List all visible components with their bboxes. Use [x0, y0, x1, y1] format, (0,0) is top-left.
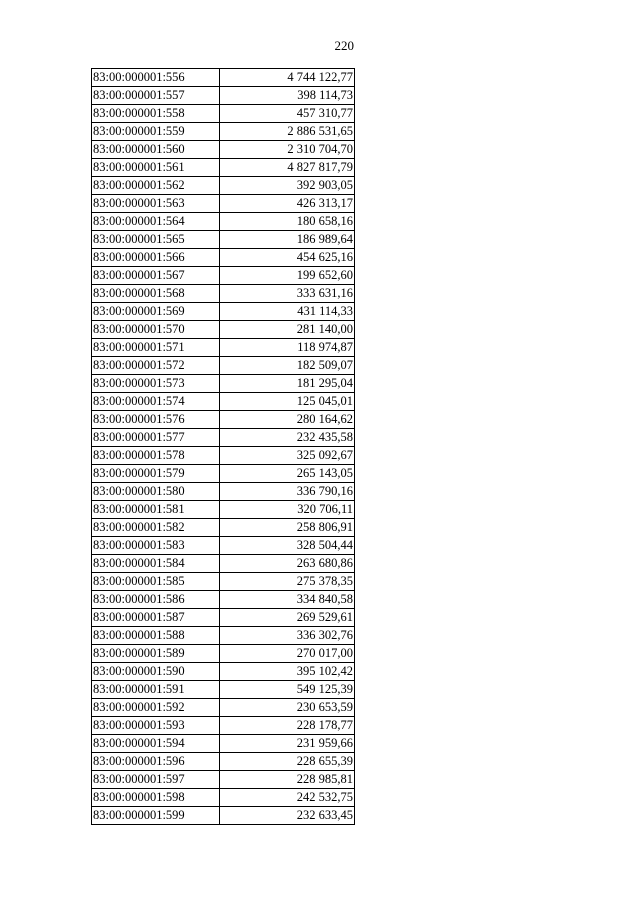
cadastral-value-cell: 2 886 531,65: [220, 123, 355, 141]
table-row: [92, 303, 355, 321]
cadastral-value-cell: 431 114,33: [220, 303, 355, 321]
table-row: [92, 393, 355, 411]
table-row: [92, 645, 355, 663]
table-row: [92, 681, 355, 699]
cadastral-value-cell: 118 974,87: [220, 339, 355, 357]
cadastral-value-cell: 325 092,67: [220, 447, 355, 465]
table-row: [92, 141, 355, 159]
cadastral-value-cell: 180 658,16: [220, 213, 355, 231]
cadastral-number-cell: 83:00:000001:564: [92, 213, 220, 231]
table-row: [92, 735, 355, 753]
cadastral-value-cell: 269 529,61: [220, 609, 355, 627]
table-row: [92, 483, 355, 501]
cadastral-number-cell: 83:00:000001:576: [92, 411, 220, 429]
table-row: [92, 357, 355, 375]
cadastral-number-cell: 83:00:000001:598: [92, 789, 220, 807]
cadastral-value-cell: 232 633,45: [220, 807, 355, 825]
cadastral-number-cell: 83:00:000001:561: [92, 159, 220, 177]
table-row: [92, 789, 355, 807]
cadastral-number-cell: 83:00:000001:586: [92, 591, 220, 609]
cadastral-number-cell: 83:00:000001:580: [92, 483, 220, 501]
table-row: [92, 105, 355, 123]
table-row: [92, 537, 355, 555]
cadastral-value-cell: 231 959,66: [220, 735, 355, 753]
table-row: [92, 339, 355, 357]
cadastral-value-cell: 275 378,35: [220, 573, 355, 591]
cadastral-number-cell: 83:00:000001:587: [92, 609, 220, 627]
cadastral-number-cell: 83:00:000001:573: [92, 375, 220, 393]
cadastral-number-cell: 83:00:000001:594: [92, 735, 220, 753]
table-row: [92, 591, 355, 609]
table-row: [92, 699, 355, 717]
cadastral-number-cell: 83:00:000001:560: [92, 141, 220, 159]
table-row: [92, 285, 355, 303]
table-row: [92, 411, 355, 429]
cadastral-value-cell: 186 989,64: [220, 231, 355, 249]
cadastral-number-cell: 83:00:000001:589: [92, 645, 220, 663]
cadastral-number-cell: 83:00:000001:584: [92, 555, 220, 573]
cadastral-value-cell: 392 903,05: [220, 177, 355, 195]
cadastral-value-cell: 125 045,01: [220, 393, 355, 411]
cadastral-value-cell: 230 653,59: [220, 699, 355, 717]
cadastral-number-cell: 83:00:000001:599: [92, 807, 220, 825]
cadastral-value-cell: 333 631,16: [220, 285, 355, 303]
cadastral-value-cell: 228 178,77: [220, 717, 355, 735]
cadastral-number-cell: 83:00:000001:569: [92, 303, 220, 321]
table-row: [92, 627, 355, 645]
cadastral-number-cell: 83:00:000001:572: [92, 357, 220, 375]
cadastral-value-cell: 328 504,44: [220, 537, 355, 555]
cadastral-value-cell: 4 744 122,77: [220, 69, 355, 87]
table-row: [92, 267, 355, 285]
cadastral-value-cell: 4 827 817,79: [220, 159, 355, 177]
cadastral-value-cell: 263 680,86: [220, 555, 355, 573]
cadastral-value-cell: 426 313,17: [220, 195, 355, 213]
table-row: [92, 249, 355, 267]
table-row: [92, 195, 355, 213]
cadastral-number-cell: 83:00:000001:568: [92, 285, 220, 303]
table-row: [92, 429, 355, 447]
cadastral-value-cell: 454 625,16: [220, 249, 355, 267]
cadastral-number-cell: 83:00:000001:557: [92, 87, 220, 105]
cadastral-value-cell: 270 017,00: [220, 645, 355, 663]
cadastral-number-cell: 83:00:000001:581: [92, 501, 220, 519]
cadastral-value-cell: 334 840,58: [220, 591, 355, 609]
cadastral-value-cell: 281 140,00: [220, 321, 355, 339]
table-row: [92, 501, 355, 519]
cadastral-value-cell: 2 310 704,70: [220, 141, 355, 159]
cadastral-number-cell: 83:00:000001:582: [92, 519, 220, 537]
cadastral-value-cell: 228 655,39: [220, 753, 355, 771]
cadastral-number-cell: 83:00:000001:562: [92, 177, 220, 195]
cadastral-number-cell: 83:00:000001:563: [92, 195, 220, 213]
table-row: [92, 69, 355, 87]
cadastral-value-cell: 395 102,42: [220, 663, 355, 681]
table-row: [92, 177, 355, 195]
cadastral-number-cell: 83:00:000001:579: [92, 465, 220, 483]
cadastral-number-cell: 83:00:000001:597: [92, 771, 220, 789]
table-row: [92, 321, 355, 339]
table-row: [92, 159, 355, 177]
cadastral-number-cell: 83:00:000001:558: [92, 105, 220, 123]
cadastral-value-cell: 199 652,60: [220, 267, 355, 285]
cadastral-number-cell: 83:00:000001:577: [92, 429, 220, 447]
cadastral-value-cell: 398 114,73: [220, 87, 355, 105]
cadastral-number-cell: 83:00:000001:592: [92, 699, 220, 717]
table-row: [92, 753, 355, 771]
cadastral-value-cell: 228 985,81: [220, 771, 355, 789]
table-row: [92, 447, 355, 465]
cadastral-number-cell: 83:00:000001:565: [92, 231, 220, 249]
cadastral-number-cell: 83:00:000001:578: [92, 447, 220, 465]
table-row: [92, 87, 355, 105]
cadastral-number-cell: 83:00:000001:585: [92, 573, 220, 591]
cadastral-number-cell: 83:00:000001:567: [92, 267, 220, 285]
cadastral-value-cell: 265 143,05: [220, 465, 355, 483]
cadastral-value-cell: 336 790,16: [220, 483, 355, 501]
cadastral-number-cell: 83:00:000001:596: [92, 753, 220, 771]
table-row: [92, 555, 355, 573]
table-row: [92, 213, 355, 231]
cadastral-number-cell: 83:00:000001:588: [92, 627, 220, 645]
table-row: [92, 663, 355, 681]
cadastral-number-cell: 83:00:000001:593: [92, 717, 220, 735]
page-number: 220: [334, 38, 354, 53]
table-row: [92, 375, 355, 393]
cadastral-number-cell: 83:00:000001:556: [92, 69, 220, 87]
table-row: [92, 807, 355, 825]
cadastral-number-cell: 83:00:000001:559: [92, 123, 220, 141]
cadastral-value-cell: 336 302,76: [220, 627, 355, 645]
cadastral-value-table: [91, 68, 355, 825]
cadastral-value-cell: 182 509,07: [220, 357, 355, 375]
cadastral-number-cell: 83:00:000001:574: [92, 393, 220, 411]
cadastral-value-cell: 258 806,91: [220, 519, 355, 537]
table-row: [92, 231, 355, 249]
table-body: [92, 69, 355, 825]
cadastral-number-cell: 83:00:000001:570: [92, 321, 220, 339]
cadastral-number-cell: 83:00:000001:571: [92, 339, 220, 357]
cadastral-number-cell: 83:00:000001:566: [92, 249, 220, 267]
cadastral-value-cell: 232 435,58: [220, 429, 355, 447]
table-row: [92, 771, 355, 789]
cadastral-value-cell: 549 125,39: [220, 681, 355, 699]
table-row: [92, 519, 355, 537]
cadastral-number-cell: 83:00:000001:583: [92, 537, 220, 555]
table-row: [92, 717, 355, 735]
cadastral-value-cell: 242 532,75: [220, 789, 355, 807]
cadastral-value-cell: 457 310,77: [220, 105, 355, 123]
table-row: [92, 573, 355, 591]
table-row: [92, 123, 355, 141]
cadastral-number-cell: 83:00:000001:591: [92, 681, 220, 699]
cadastral-number-cell: 83:00:000001:590: [92, 663, 220, 681]
table-row: [92, 609, 355, 627]
table-row: [92, 465, 355, 483]
cadastral-value-cell: 320 706,11: [220, 501, 355, 519]
cadastral-value-cell: 280 164,62: [220, 411, 355, 429]
cadastral-value-cell: 181 295,04: [220, 375, 355, 393]
